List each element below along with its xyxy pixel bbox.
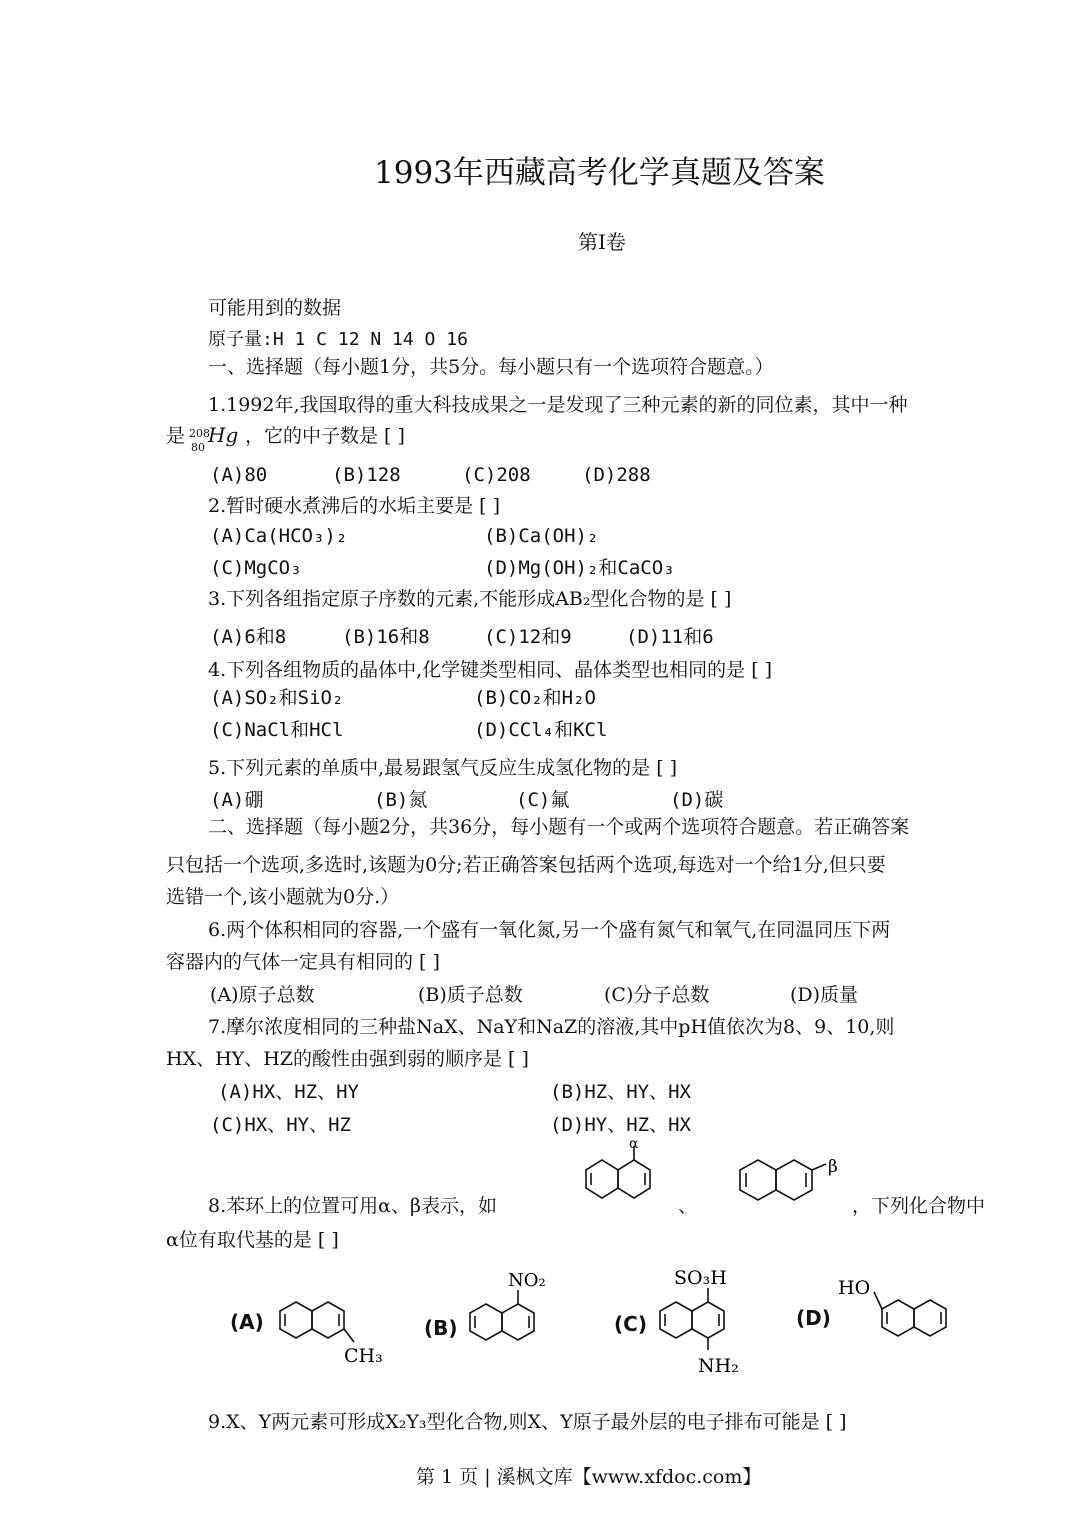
q6-line2: 容器内的气体一定具有相同的 [ ]	[166, 951, 440, 973]
q6-line1: 6.两个体积相同的容器,一个盛有一氧化氮,另一个盛有氮气和氧气,在同温同压下两	[208, 919, 891, 941]
q5-option-b: (B)氮	[374, 789, 428, 811]
group-d: HO	[838, 1277, 871, 1299]
nuclide	[185, 423, 245, 454]
q6-option-d: (D)质量	[790, 984, 859, 1006]
q5-option-d: (D)碳	[670, 789, 724, 811]
structure-c	[658, 1262, 758, 1380]
q1-line2-pre: 是	[166, 425, 186, 447]
q3-option-a: (A)6和8	[210, 626, 287, 648]
q7-option-d: (D)HY、HZ、HX	[550, 1114, 691, 1136]
q1-line2-post: ，它的中子数是 [ ]	[245, 425, 405, 447]
data-intro: 可能用到的数据	[208, 297, 342, 319]
q8-label-c: (C)	[614, 1312, 647, 1336]
group-c-bottom: NH₂	[698, 1355, 739, 1377]
q9-stem: 9.X、Y两元素可形成X₂Y₃型化合物,则X、Y原子最外层的电子排布可能是 [ ]	[208, 1411, 847, 1433]
q1-line1: 1.1992年,我国取得的重大科技成果之一是发现了三种元素的新的同位素，其中一种	[208, 394, 908, 416]
q6-option-a: (A)原子总数	[210, 984, 315, 1006]
part2-header-line1: 二、选择题（每小题2分，共36分，每小题有一个或两个选项符合题意。若正确答案	[208, 816, 910, 838]
q1-option-b: (B)128	[332, 464, 401, 486]
group-a: CH₃	[344, 1345, 383, 1367]
q5-option-a: (A)硼	[210, 789, 264, 811]
q4-option-d: (D)CCl₄和KCl	[474, 719, 608, 741]
q3-option-c: (C)12和9	[484, 626, 572, 648]
q4-stem: 4.下列各组物质的晶体中,化学键类型相同、晶体类型也相同的是 [ ]	[208, 659, 773, 681]
alpha-symbol: α	[629, 1136, 639, 1152]
q2-option-a: (A)Ca(HCO₃)₂	[210, 525, 348, 547]
section-label: 第Ⅰ卷	[578, 230, 626, 254]
q4-option-c: (C)NaCl和HCl	[210, 719, 344, 741]
q2-option-c: (C)MgCO₃	[210, 557, 302, 579]
q8-label-d: (D)	[796, 1306, 831, 1330]
q7-option-a: (A)HX、HZ、HY	[218, 1081, 359, 1103]
nuclide-mass: 208	[189, 427, 211, 440]
q8-line1-mid: 、	[678, 1195, 698, 1217]
q7-option-b: (B)HZ、HY、HX	[550, 1081, 691, 1103]
beta-symbol: β	[828, 1157, 838, 1177]
q8-label-b: (B)	[424, 1316, 458, 1340]
q1-option-d: (D)288	[582, 464, 651, 486]
structure-a	[278, 1296, 398, 1370]
group-b: NO₂	[508, 1270, 546, 1291]
naphthalene-alpha-diagram	[572, 1136, 672, 1212]
page-title: 1993年西藏高考化学真题及答案	[374, 155, 825, 191]
q2-stem: 2.暂时硬水煮沸后的水垢主要是 [ ]	[208, 495, 501, 517]
q8-label-a: (A)	[230, 1310, 264, 1334]
q1-option-c: (C)208	[462, 464, 531, 486]
q8-line1-pre: 8.苯环上的位置可用α、β表示，如	[208, 1195, 497, 1217]
part2-header-line2: 只包括一个选项,多选时,该题为0分;若正确答案包括两个选项,每选对一个给1分,但只要	[166, 854, 886, 876]
q3-stem: 3.下列各组指定原子序数的元素,不能形成AB₂型化合物的是 [ ]	[208, 588, 732, 610]
q2-option-d: (D)Mg(OH)₂和CaCO₃	[484, 557, 675, 579]
naphthalene-beta-diagram	[736, 1152, 852, 1212]
part1-header: 一、选择题（每小题1分，共5分。每小题只有一个选项符合题意。）	[208, 356, 774, 378]
q6-option-c: (C)分子总数	[604, 984, 710, 1006]
q1-line2	[166, 423, 405, 454]
q8-line2: α位有取代基的是 [ ]	[166, 1229, 339, 1251]
q2-option-b: (B)Ca(OH)₂	[484, 525, 599, 547]
atomic-mass: 原子量:H 1 C 12 N 14 O 16	[208, 329, 468, 350]
structure-b	[468, 1264, 568, 1350]
structure-d	[836, 1270, 952, 1340]
q1-option-a: (A)80	[210, 464, 268, 486]
group-c-top: SO₃H	[674, 1267, 727, 1289]
q4-option-a: (A)SO₂和SiO₂	[210, 687, 344, 709]
nuclide-z: 80	[191, 441, 206, 454]
q7-line1: 7.摩尔浓度相同的三种盐NaX、NaY和NaZ的溶液,其中pH值依次为8、9、10,则	[208, 1016, 895, 1038]
nuclide-symbol: Hg	[208, 423, 239, 447]
q7-line2: HX、HY、HZ的酸性由强到弱的顺序是 [ ]	[166, 1048, 529, 1070]
q5-option-c: (C)氟	[516, 789, 570, 811]
page-footer: 第 1 页 | 溪枫文库【www.xfdoc.com】	[416, 1466, 762, 1488]
q4-option-b: (B)CO₂和H₂O	[474, 687, 596, 709]
q3-option-d: (D)11和6	[626, 626, 714, 648]
q3-option-b: (B)16和8	[342, 626, 430, 648]
q5-stem: 5.下列元素的单质中,最易跟氢气反应生成氢化物的是 [ ]	[208, 757, 678, 779]
part2-header-line3: 选错一个,该小题就为0分.）	[166, 886, 400, 908]
q6-option-b: (B)质子总数	[418, 984, 523, 1006]
q7-option-c: (C)HX、HY、HZ	[210, 1114, 351, 1136]
q8-line1-post: ，下列化合物中	[852, 1195, 986, 1217]
